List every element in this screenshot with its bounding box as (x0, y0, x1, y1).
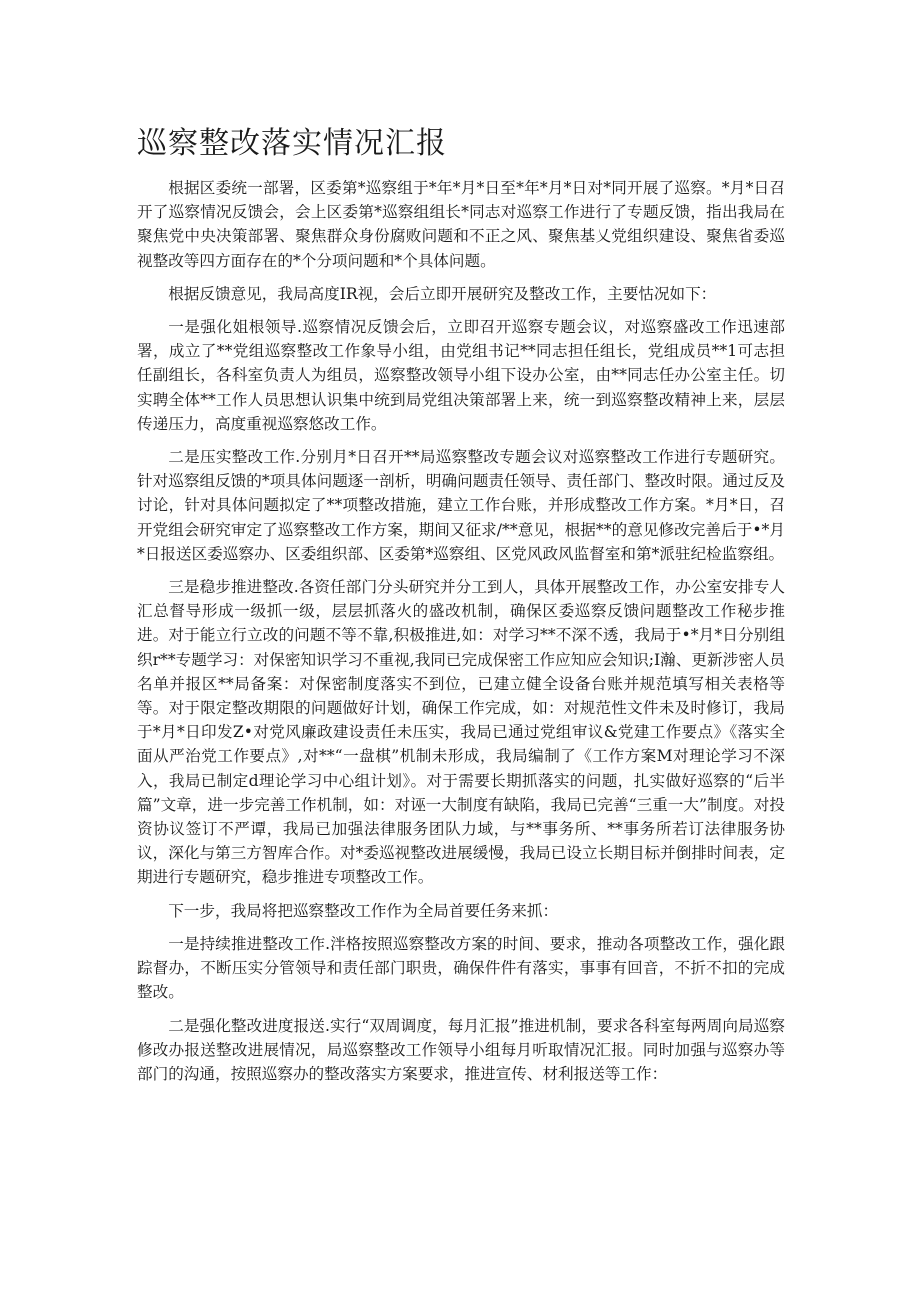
paragraph-leadership: 一是强化姐根领导.巡察情况反馈会后，立即召开巡察专题会议，对巡察盛改工作迅速部署，成立了**党组巡察整改工作象导小组，由党组书记**同志担任组长，党组成员**1可志担任副组长，各科室负责人为组员，巡察整改领导小组下设办公室，由**同志任办公室主任。切实聘全体**工作人员思想认识集中统到局党组决策部署上来，统一到巡察整改精神上来，层层传递压力，高度重视巡察悠改工作。 (137, 318, 785, 433)
paragraph-intro: 根据区委统一部署，区委第*巡察组于*年*月*日至*年*月*日对*同开展了巡察。*月*日召开了巡察情况反馈会，会上区委第*巡察组组长*同志对巡察工作进行了专题反馈，指出我局在聚焦党中央决策部署、聚焦群众身份腐败问题和不正之风、聚焦基乂党组织建设、聚焦省委巡视整改等四方面存在的*个分项问题和*个具体问题。 (137, 179, 785, 270)
document-title: 巡察整改落实情况汇报 (137, 126, 447, 161)
paragraph-rectification-work: 二是压实整改工作.分别月*日召开**局巡察整改专题会议对巡察整改工作进行专题研究。针对巡察组反馈的*项具体问题逐一剖析，明确问题责任领导、责任部门、整改时限。通过反及讨论，针对具体问题拟定了**项整改措施，建立工作台账，并形成整改工作方案。*月*日，召开党组会研究审定了巡察整改工作方案，期间又征求/**意见，根据**的意见修改完善后于•*月*日报送区委巡察办、区委组织部、区委第*巡察组、区党风政风监督室和第*派驻纪检监察组。 (137, 448, 785, 563)
document-body (137, 176, 785, 1095)
paragraph-steady-progress: 三是稳步推进整改.各资任部门分头研究并分工到人，具体开展整改工作，办公室安排专人汇总督导形成一级抓一级，层层抓落火的盛改机制，确保区委巡察反馈问题整改工作秘步推进。对于能立行立改的问题不等不靠,积极推进,如：对学习**不深不透，我局于•*月*日分别组织r**专题学习：对保密知识学习不重视,我同已完成保密工作应知应会知识;I瀚、更新涉密人员名单并报区**局备案：对保密制度落实不到位，已建立健全设备台账并规范填写相关表格等等。对于限定整改期限的问题做好计划，确保工作完成，如：对规范性文件未及时修订，我局于*月*日印发Z•对党风廉政建设责任未压实，我局已通过党组审议&党建工作要点》《落实全面从严治党工作要点》,对**“一盘棋”机制未形成，我局编制了《工作方案M对理论学习不深入，我局已制定d理论学习中心组计划》。对于需要长期抓落实的问题，扎实做好巡察的“后半篇”文章，进一步完善工作机制，如：对诬一大制度有缺陷，我局已完善“三重一大”制度。对投资协议签订不严谭，我局已加强法律服务团队力域，与**事务所、**事务所若订法律服务协议，深化与第三方智库合作。对*委巡视整改进展缓慢，我局已设立长期目标并倒排时间表，定期进行专题研究，稳步推进专项整改工作。 (137, 578, 785, 887)
paragraph-next-steps: 下一步，我局将把巡察整改工作作为全局首要任务来抓： (168, 901, 559, 920)
paragraph-progress-reporting: 二是强化整改进度报送.实行“双周调度，每月汇报”推进机制，要求各科室每两周向局巡察修改办报送整改进展情况，局巡察整改工作领导小组每月听取情况汇报。同时加强与巡察办等部门的沟通，按照巡察办的整改落实方案要求，推进宣传、材利报送等工作： (137, 1016, 785, 1083)
paragraph-overview: 根据反馈意见，我局高度IR视，会后立即开展研究及整改工作，主要怙况如下： (168, 284, 717, 303)
paragraph-continue-rectification: 一是持续推进整改工作.泮格按照巡察整改方案的时间、要求，推动各项整改工作，强化跟踪督办，不断压实分管领导和责任部门职贵，确保件件有落实，事事有回音，不折不扣的完成整改。 (137, 934, 785, 1002)
